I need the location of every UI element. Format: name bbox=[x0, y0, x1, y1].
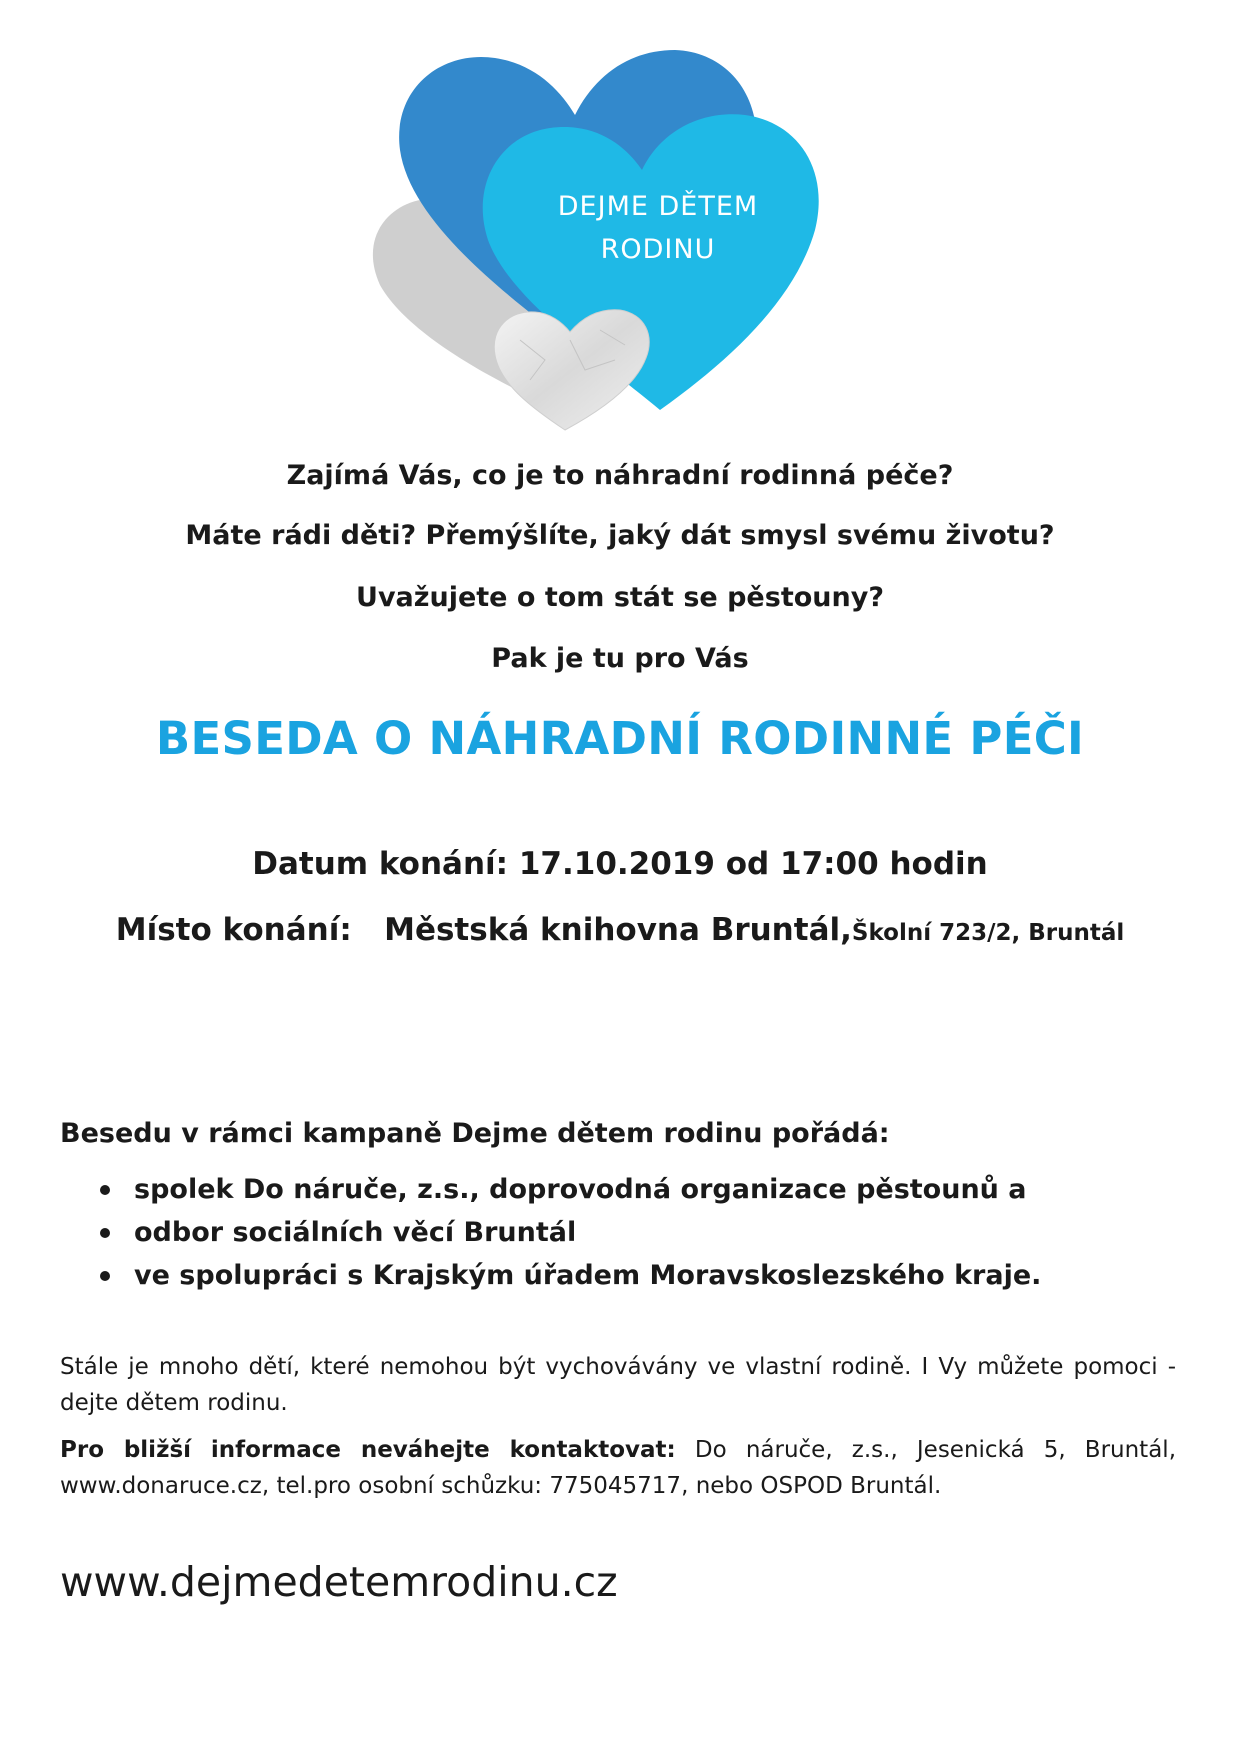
list-item: spolek Do náruče, z.s., doprovodná organizace pěstounů a bbox=[60, 1168, 1041, 1211]
event-place bbox=[0, 912, 1240, 948]
event-place-label: Místo konání: bbox=[115, 912, 352, 948]
organizers-list bbox=[60, 1168, 1041, 1297]
event-headline: BESEDA O NÁHRADNÍ RODINNÉ PÉČI bbox=[155, 712, 1085, 765]
event-date: Datum konání: 17.10.2019 od 17:00 hodin bbox=[252, 846, 988, 882]
body-paragraph: Stále je mnoho dětí, které nemohou být vychovávány ve vlastní rodině. I Vy můžete pomoci - dejte dětem rodinu. bbox=[60, 1354, 1176, 1416]
question-3: Uvažujete o tom stát se pěstouny? bbox=[356, 582, 884, 613]
event-place-name: Městská knihovna Bruntál, bbox=[384, 912, 852, 948]
question-1: Zajímá Vás, co je to náhradní rodinná péče? bbox=[286, 460, 954, 491]
campaign-website: www.dejmedetemrodinu.cz bbox=[60, 1558, 618, 1606]
contact-paragraph bbox=[60, 1432, 1176, 1504]
question-2: Máte rádi děti? Přemýšlíte, jaký dát smysl svému životu? bbox=[185, 520, 1055, 551]
contact-text: Do náruče, z.s., Jesenická 5, Bruntál, www.donaruce.cz, tel.pro osobní schůzku: 775045717, nebo OSPOD Bruntál. bbox=[60, 1437, 1177, 1499]
question-4: Pak je tu pro Vás bbox=[491, 643, 749, 674]
event-place-address: Školní 723/2, Bruntál bbox=[851, 920, 1125, 946]
logo-text-line2: RODINU bbox=[600, 234, 716, 265]
list-item: ve spolupráci s Krajským úřadem Moravskoslezského kraje. bbox=[60, 1254, 1041, 1297]
organizers-intro: Besedu v rámci kampaně Dejme dětem rodinu pořádá: bbox=[60, 1118, 890, 1149]
list-item: odbor sociálních věcí Bruntál bbox=[60, 1211, 1041, 1254]
logo-text-line1: DEJME DĚTEM bbox=[557, 191, 759, 222]
campaign-logo bbox=[370, 40, 890, 440]
contact-label: Pro bližší informace neváhejte kontaktovat: bbox=[60, 1437, 676, 1463]
